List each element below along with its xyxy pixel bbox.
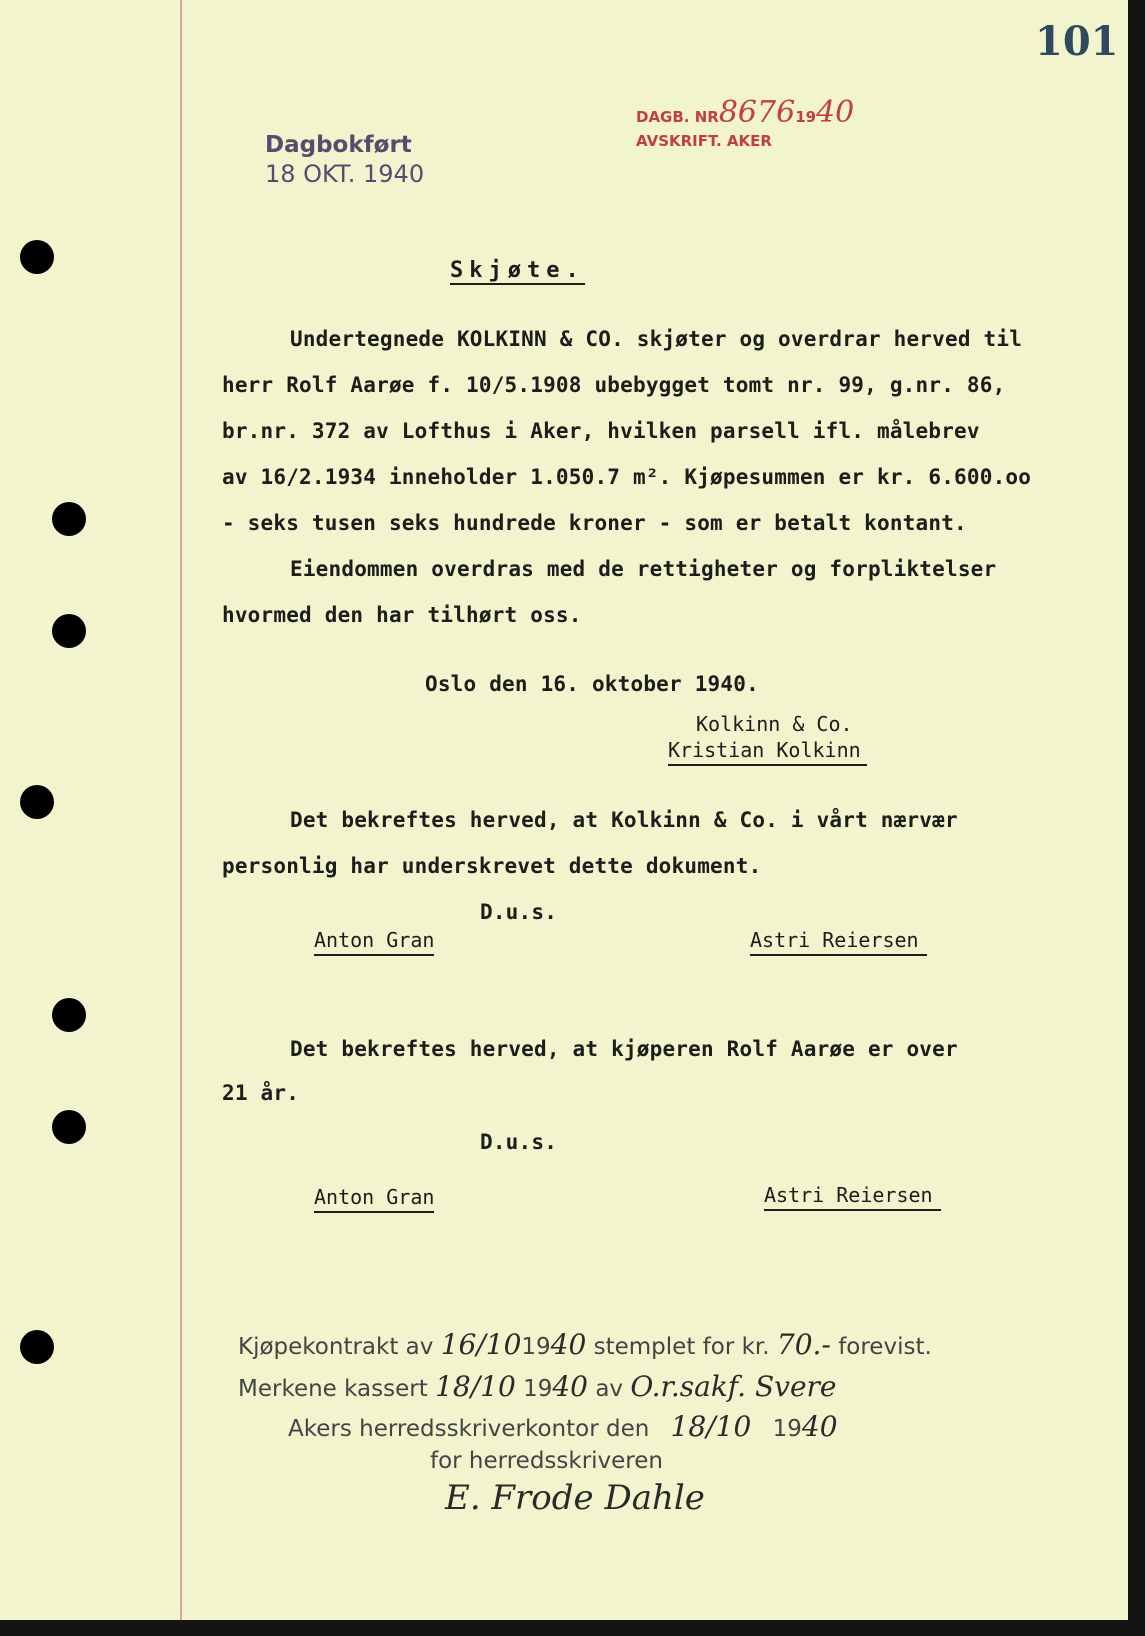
margin-line — [180, 0, 182, 1620]
cert-line-stamps — [238, 1370, 837, 1403]
witness-signature: Astri Reiersen — [750, 928, 927, 956]
body-line: - seks tusen seks hundrede kroner - som er betalt kontant. — [222, 511, 967, 535]
witness-signature: Anton Gran — [314, 928, 434, 956]
company-signer: Kristian Kolkinn — [668, 738, 867, 766]
cert-line-contract — [238, 1328, 932, 1361]
cert-handwritten-signature: O.r.sakf. Svere — [630, 1370, 837, 1403]
dagb-year-prefix: 19 — [795, 108, 817, 126]
dagb-stamp — [636, 95, 854, 150]
punch-hole — [52, 998, 86, 1032]
cert-text: 19 — [772, 1416, 802, 1442]
cert-text: Kjøpekontrakt av — [238, 1334, 434, 1360]
witness-text: Det bekreftes herved, at Kolkinn & Co. i vårt nærvær — [290, 808, 958, 832]
punch-hole — [52, 1110, 86, 1144]
cert-line-office — [288, 1410, 838, 1443]
body-line: hvormed den har tilhørt oss. — [222, 603, 582, 627]
document-title: Skjøte. — [450, 258, 585, 283]
punch-hole — [20, 785, 54, 819]
cert-handwritten-amount: 70.- — [776, 1328, 831, 1361]
dagb-avskrift: AVSKRIFT. AKER — [636, 132, 772, 150]
dus-mark: D.u.s. — [480, 900, 558, 924]
dagb-prefix: DAGB. NR — [636, 108, 719, 126]
cert-line-for: for herredsskriveren — [430, 1448, 663, 1474]
company-name: Kolkinn & Co. — [696, 712, 853, 736]
punch-hole — [52, 502, 86, 536]
cert-handwritten-year: 40 — [550, 1328, 587, 1361]
cert-handwritten-year: 40 — [552, 1370, 588, 1403]
cert-text: forevist. — [838, 1334, 932, 1360]
cert-handwritten-date: 16/10 — [440, 1328, 522, 1361]
cert-handwritten-year: 40 — [801, 1410, 838, 1443]
body-line: av 16/2.1934 inneholder 1.050.7 m². Kjøpesummen er kr. 6.600.oo — [222, 465, 1032, 489]
body-line: br.nr. 372 av Lofthus i Aker, hvilken parsell ifl. målebrev — [222, 419, 980, 443]
cert-handwritten-date: 18/10 — [435, 1370, 516, 1403]
witness-signature: Astri Reiersen — [764, 1183, 941, 1211]
cert-text: stemplet for kr. — [593, 1334, 770, 1360]
page-number: 101 — [1035, 18, 1119, 65]
cert-text: 19 — [523, 1376, 553, 1402]
cert-handwritten-date: 18/10 — [670, 1410, 752, 1443]
cert-text: Merkene kassert — [238, 1376, 428, 1402]
punch-hole — [20, 240, 54, 274]
cert-text: Akers herredsskriverkontor den — [288, 1416, 650, 1442]
witness-signature: Anton Gran — [314, 1185, 434, 1213]
dagbokfort-stamp — [265, 132, 424, 188]
punch-hole — [20, 1330, 54, 1364]
body-line: Eiendommen overdras med de rettigheter og forpliktelser — [290, 557, 997, 581]
stamp-date: 18 OKT. 1940 — [265, 160, 425, 188]
cert-text: 19 — [521, 1334, 551, 1360]
body-line: Undertegnede KOLKINN & CO. skjøter og overdrar herved til — [290, 327, 1023, 351]
dus-mark: D.u.s. — [480, 1130, 558, 1154]
dagb-number: 8676 — [718, 95, 796, 130]
place-date: Oslo den 16. oktober 1940. — [425, 672, 759, 696]
punch-hole — [52, 614, 86, 648]
body-line: herr Rolf Aarøe f. 10/5.1908 ubebygget tomt nr. 99, g.nr. 86, — [222, 373, 1006, 397]
cert-text: av — [595, 1376, 624, 1402]
stamp-label: Dagbokført — [265, 132, 412, 158]
registrar-signature: E. Frode Dahle — [445, 1478, 705, 1518]
age-confirmation: Det bekreftes herved, at kjøperen Rolf Aarøe er over — [290, 1037, 958, 1061]
age-confirmation: 21 år. — [222, 1081, 300, 1105]
witness-text: personlig har underskrevet dette dokument. — [222, 854, 762, 878]
dagb-year: 40 — [816, 95, 855, 130]
